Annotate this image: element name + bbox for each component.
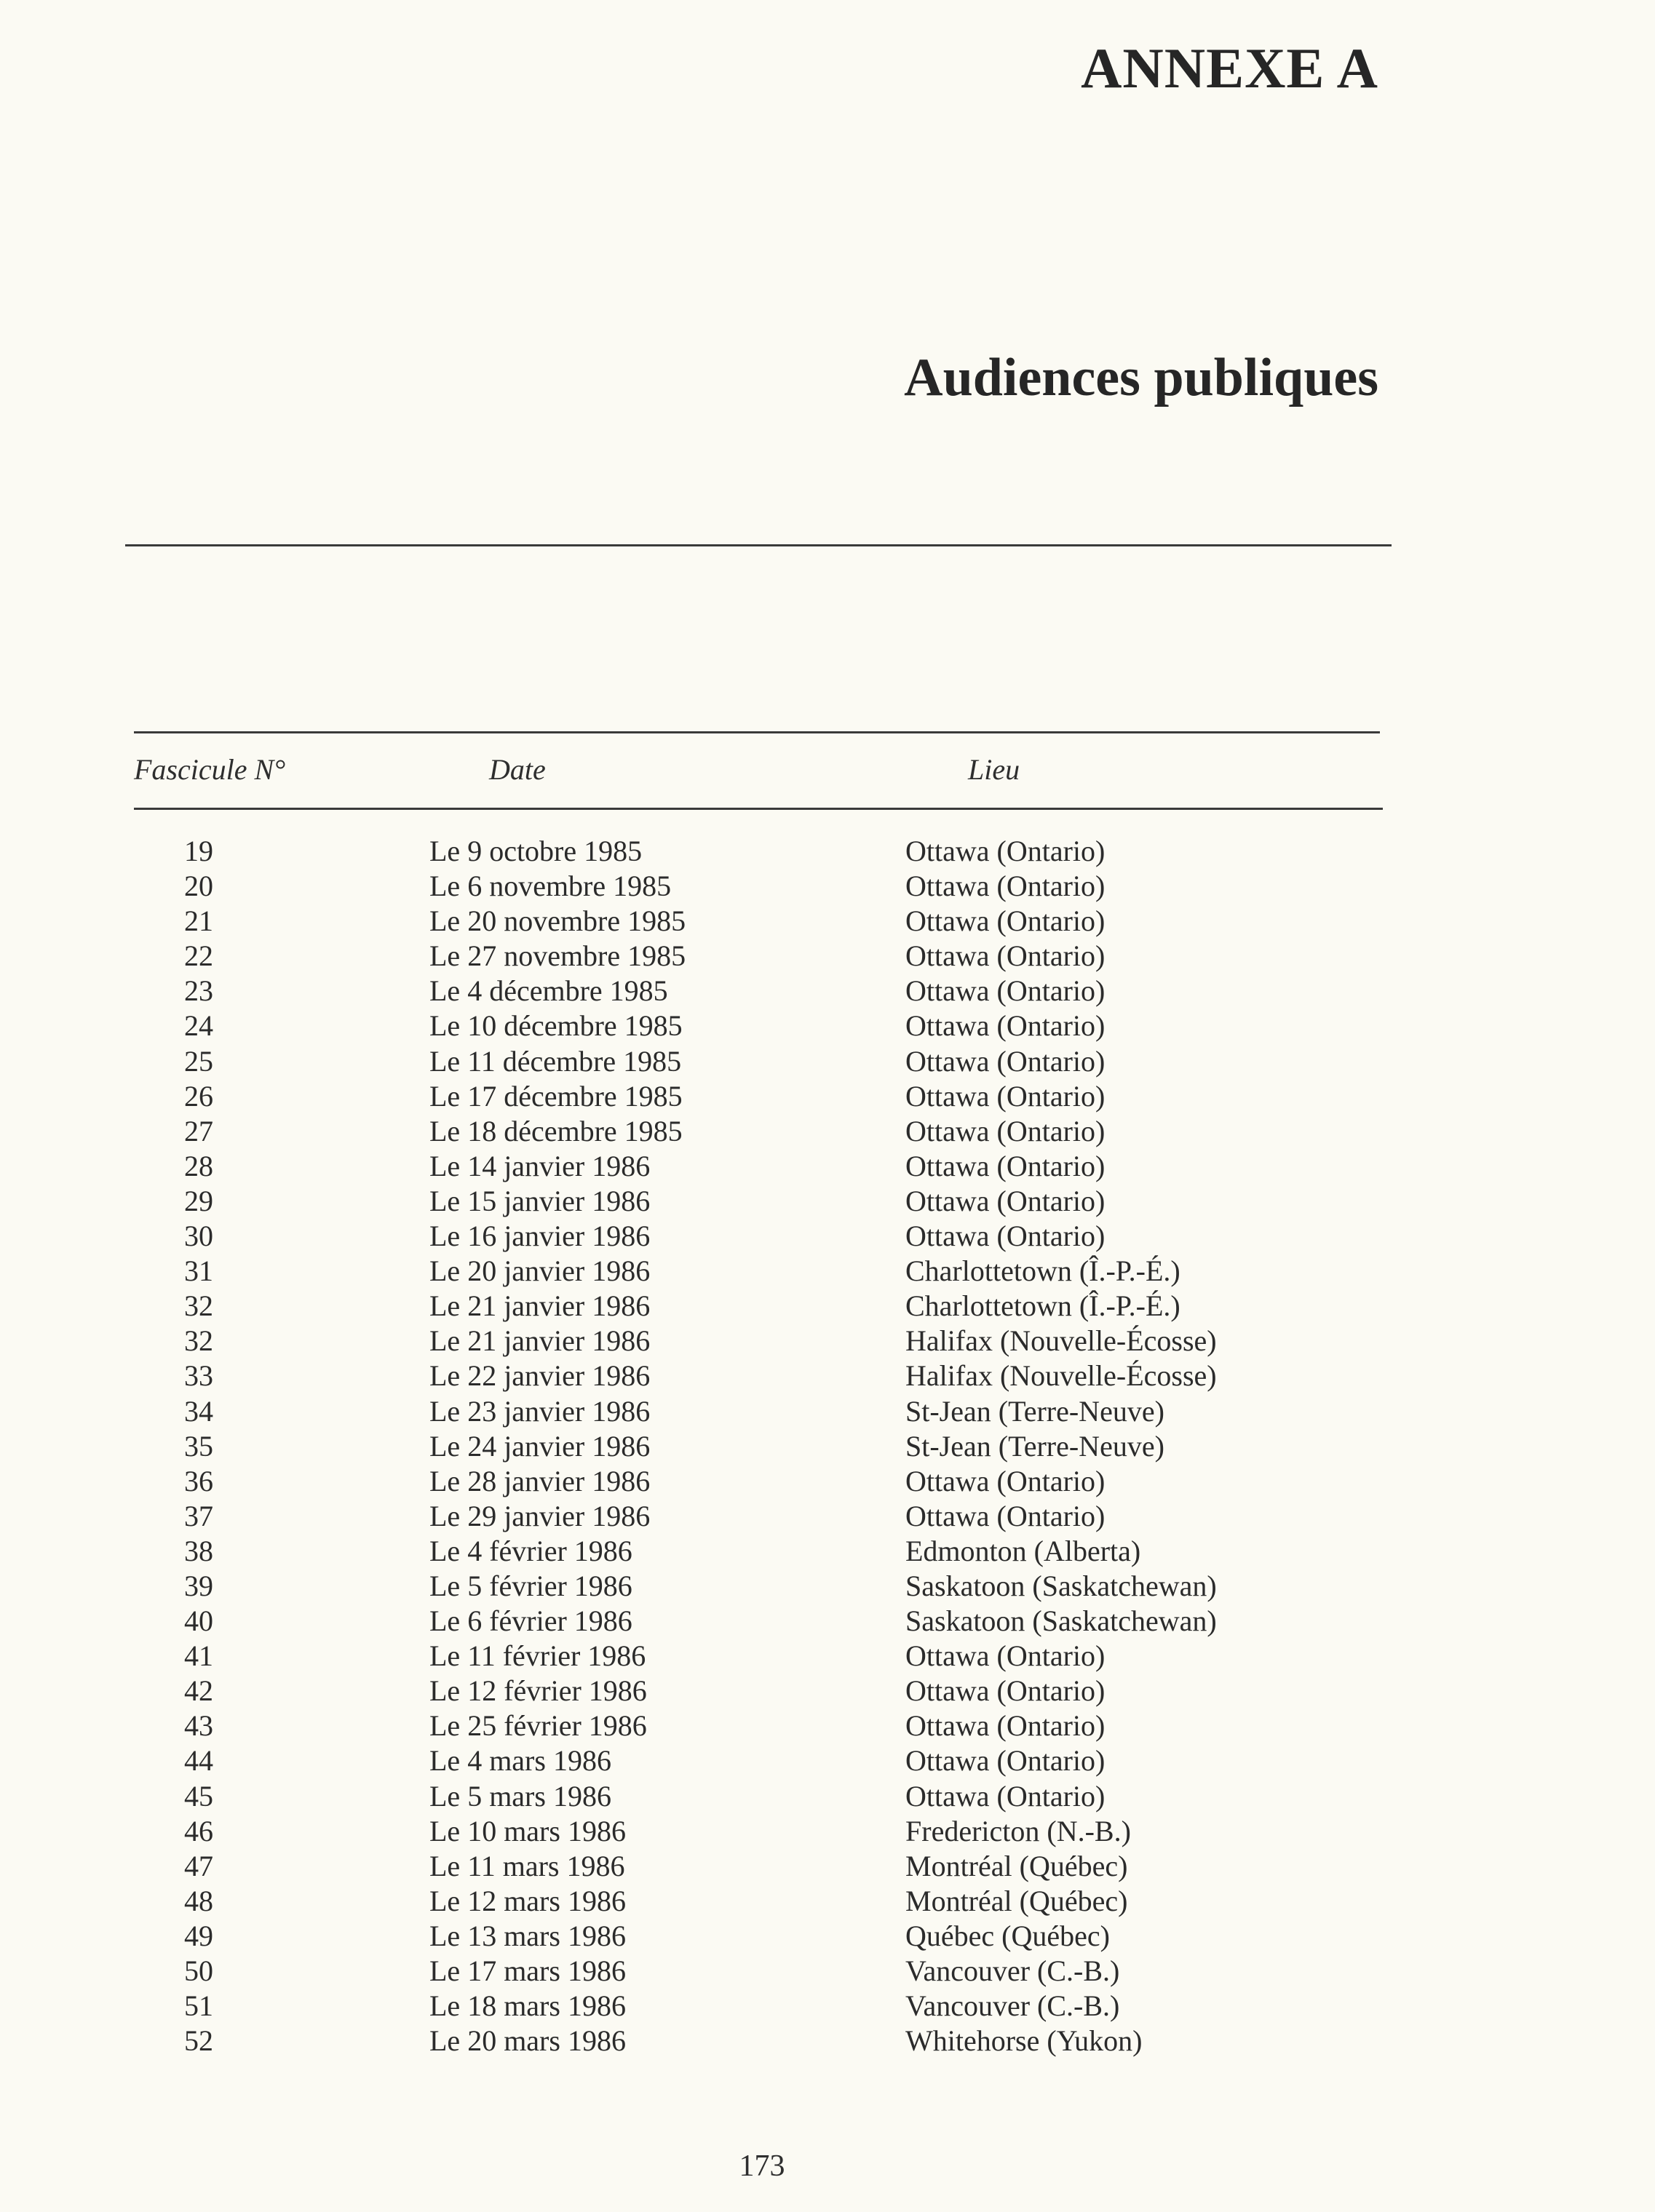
- hearing-location: Ottawa (Ontario): [905, 1114, 1106, 1147]
- hearing-location: Saskatoon (Saskatchewan): [905, 1569, 1217, 1602]
- hearing-date: Le 9 octobre 1985: [429, 835, 643, 867]
- table-row: [0, 1569, 1655, 1604]
- fascicule-number: 42: [184, 1674, 213, 1708]
- hearing-location: Whitehorse (Yukon): [905, 2024, 1143, 2058]
- fascicule-number: 22: [184, 939, 213, 973]
- table-row: [0, 1079, 1655, 1114]
- table-row: [0, 1534, 1655, 1569]
- hearing-date: Le 28 janvier 1986: [429, 1464, 651, 1497]
- table-row: [0, 1604, 1655, 1639]
- fascicule-number: 28: [184, 1149, 213, 1182]
- hearing-date: Le 6 février 1986: [429, 1604, 632, 1638]
- hearing-date: Le 6 novembre 1985: [429, 870, 672, 903]
- hearing-date: Le 23 janvier 1986: [429, 1394, 651, 1428]
- table-row: [0, 1849, 1655, 1884]
- table-row: [0, 1884, 1655, 1919]
- annexe-heading: ANNEXE A: [1081, 36, 1378, 100]
- hearing-location: Ottawa (Ontario): [905, 1674, 1106, 1708]
- table-row: [0, 1743, 1655, 1778]
- table-row: [0, 1499, 1655, 1534]
- hearing-date: Le 11 mars 1986: [429, 1849, 625, 1882]
- fascicule-number: 35: [184, 1429, 213, 1463]
- hearing-date: Le 4 février 1986: [429, 1534, 632, 1567]
- hearing-location: Ottawa (Ontario): [905, 870, 1106, 903]
- hearing-location: Ottawa (Ontario): [905, 1079, 1106, 1113]
- hearing-date: Le 18 décembre 1985: [429, 1114, 683, 1147]
- table-top-rule: [134, 731, 1380, 733]
- hearing-date: Le 14 janvier 1986: [429, 1149, 651, 1182]
- hearing-date: Le 17 mars 1986: [429, 1954, 626, 1987]
- hearing-date: Le 5 février 1986: [429, 1569, 632, 1602]
- hearing-date: Le 25 février 1986: [429, 1709, 647, 1743]
- fascicule-number: 36: [184, 1464, 213, 1497]
- fascicule-number: 47: [184, 1849, 213, 1882]
- hearing-location: Ottawa (Ontario): [905, 1009, 1106, 1043]
- hearing-date: Le 20 mars 1986: [429, 2024, 626, 2058]
- hearing-location: Québec (Québec): [905, 1919, 1110, 1952]
- table-row: [0, 2024, 1655, 2058]
- column-header-date: Date: [489, 753, 546, 786]
- hearing-date: Le 17 décembre 1985: [429, 1079, 683, 1113]
- hearing-location: Halifax (Nouvelle-Écosse): [905, 1359, 1217, 1393]
- table-row: [0, 1254, 1655, 1289]
- table-header-rule: [134, 808, 1383, 810]
- fascicule-number: 20: [184, 870, 213, 903]
- hearing-date: Le 11 décembre 1985: [429, 1044, 682, 1078]
- hearing-location: Ottawa (Ontario): [905, 904, 1106, 938]
- hearing-date: Le 16 janvier 1986: [429, 1220, 651, 1253]
- fascicule-number: 23: [184, 974, 213, 1008]
- hearing-date: Le 11 février 1986: [429, 1639, 646, 1673]
- fascicule-number: 32: [184, 1289, 213, 1323]
- hearing-date: Le 20 janvier 1986: [429, 1254, 651, 1288]
- hearing-location: Ottawa (Ontario): [905, 1220, 1106, 1253]
- fascicule-number: 43: [184, 1709, 213, 1743]
- fascicule-number: 21: [184, 904, 213, 938]
- hearing-location: Ottawa (Ontario): [905, 1499, 1106, 1532]
- hearing-location: Ottawa (Ontario): [905, 1709, 1106, 1743]
- table-row: [0, 1289, 1655, 1324]
- table-row: [0, 1358, 1655, 1393]
- hearing-location: Saskatoon (Saskatchewan): [905, 1604, 1217, 1638]
- hearing-location: Vancouver (C.-B.): [905, 1954, 1120, 1987]
- hearing-location: Ottawa (Ontario): [905, 939, 1106, 973]
- fascicule-number: 51: [184, 1989, 213, 2023]
- hearing-date: Le 12 février 1986: [429, 1674, 647, 1708]
- hearing-date: Le 24 janvier 1986: [429, 1429, 651, 1463]
- hearing-location: Montréal (Québec): [905, 1884, 1128, 1917]
- hearing-location: Ottawa (Ontario): [905, 1044, 1106, 1078]
- fascicule-number: 25: [184, 1044, 213, 1078]
- fascicule-number: 44: [184, 1744, 213, 1778]
- fascicule-number: 39: [184, 1569, 213, 1602]
- hearing-location: Ottawa (Ontario): [905, 1464, 1106, 1497]
- fascicule-number: 49: [184, 1919, 213, 1952]
- hearing-date: Le 21 janvier 1986: [429, 1324, 651, 1358]
- table-row: [0, 974, 1655, 1008]
- hearing-location: Ottawa (Ontario): [905, 1184, 1106, 1217]
- fascicule-number: 46: [184, 1814, 213, 1847]
- hearing-date: Le 4 mars 1986: [429, 1744, 611, 1778]
- table-row: [0, 904, 1655, 939]
- fascicule-number: 32: [184, 1324, 213, 1358]
- table-row: [0, 1044, 1655, 1079]
- hearing-date: Le 20 novembre 1985: [429, 904, 686, 938]
- fascicule-number: 48: [184, 1884, 213, 1917]
- page-number: 173: [739, 2149, 785, 2183]
- table-row: [0, 1149, 1655, 1184]
- hearing-date: Le 18 mars 1986: [429, 1989, 626, 2023]
- table-row: [0, 1954, 1655, 1989]
- fascicule-number: 30: [184, 1220, 213, 1253]
- table-row: [0, 1008, 1655, 1043]
- hearing-location: Fredericton (N.-B.): [905, 1814, 1131, 1847]
- table-row: [0, 939, 1655, 974]
- hearing-date: Le 13 mars 1986: [429, 1919, 626, 1952]
- table-row: [0, 834, 1655, 869]
- table-row: [0, 1324, 1655, 1358]
- hearing-location: St-Jean (Terre-Neuve): [905, 1429, 1164, 1463]
- fascicule-number: 33: [184, 1359, 213, 1393]
- column-header-fascicule: Fascicule N°: [134, 753, 286, 786]
- table-row: [0, 1464, 1655, 1499]
- hearing-location: St-Jean (Terre-Neuve): [905, 1394, 1164, 1428]
- fascicule-number: 52: [184, 2024, 213, 2058]
- column-header-lieu: Lieu: [968, 753, 1020, 786]
- hearing-date: Le 27 novembre 1985: [429, 939, 686, 973]
- table-row: [0, 1429, 1655, 1464]
- fascicule-number: 31: [184, 1254, 213, 1288]
- fascicule-number: 27: [184, 1114, 213, 1147]
- table-row: [0, 1919, 1655, 1954]
- fascicule-number: 41: [184, 1639, 213, 1673]
- fascicule-number: 19: [184, 835, 213, 867]
- hearing-location: Ottawa (Ontario): [905, 974, 1106, 1008]
- fascicule-number: 26: [184, 1079, 213, 1113]
- hearing-date: Le 29 janvier 1986: [429, 1499, 651, 1532]
- hearing-location: Ottawa (Ontario): [905, 1639, 1106, 1673]
- hearing-location: Ottawa (Ontario): [905, 1744, 1106, 1778]
- hearing-location: Charlottetown (Î.-P.-É.): [905, 1289, 1180, 1323]
- hearing-date: Le 22 janvier 1986: [429, 1359, 651, 1393]
- hearing-location: Charlottetown (Î.-P.-É.): [905, 1254, 1180, 1288]
- hearing-location: Edmonton (Alberta): [905, 1534, 1141, 1567]
- page-title: Audiences publiques: [904, 348, 1378, 407]
- table-row: [0, 1639, 1655, 1674]
- hearing-location: Ottawa (Ontario): [905, 1149, 1106, 1182]
- fascicule-number: 38: [184, 1534, 213, 1567]
- title-divider: [125, 544, 1392, 546]
- hearing-date: Le 12 mars 1986: [429, 1884, 626, 1917]
- hearing-date: Le 4 décembre 1985: [429, 974, 668, 1008]
- fascicule-number: 34: [184, 1394, 213, 1428]
- table-row: [0, 869, 1655, 904]
- table-row: [0, 1989, 1655, 2024]
- table-row: [0, 1779, 1655, 1814]
- table-row: [0, 1814, 1655, 1849]
- table-row: [0, 1219, 1655, 1254]
- hearing-date: Le 5 mars 1986: [429, 1779, 611, 1813]
- hearing-date: Le 21 janvier 1986: [429, 1289, 651, 1323]
- table-row: [0, 1184, 1655, 1219]
- hearing-date: Le 15 janvier 1986: [429, 1184, 651, 1217]
- hearing-date: Le 10 mars 1986: [429, 1814, 626, 1847]
- hearing-location: Halifax (Nouvelle-Écosse): [905, 1324, 1217, 1358]
- fascicule-number: 40: [184, 1604, 213, 1638]
- fascicule-number: 45: [184, 1779, 213, 1813]
- table-body: [0, 834, 1655, 2058]
- hearing-location: Montréal (Québec): [905, 1849, 1128, 1882]
- hearing-date: Le 10 décembre 1985: [429, 1009, 683, 1043]
- fascicule-number: 50: [184, 1954, 213, 1987]
- fascicule-number: 29: [184, 1184, 213, 1217]
- table-row: [0, 1114, 1655, 1149]
- fascicule-number: 37: [184, 1499, 213, 1532]
- fascicule-number: 24: [184, 1009, 213, 1043]
- hearing-location: Vancouver (C.-B.): [905, 1989, 1120, 2023]
- hearing-location: Ottawa (Ontario): [905, 835, 1106, 867]
- table-row: [0, 1674, 1655, 1708]
- table-row: [0, 1708, 1655, 1743]
- table-row: [0, 1394, 1655, 1429]
- hearing-location: Ottawa (Ontario): [905, 1779, 1106, 1813]
